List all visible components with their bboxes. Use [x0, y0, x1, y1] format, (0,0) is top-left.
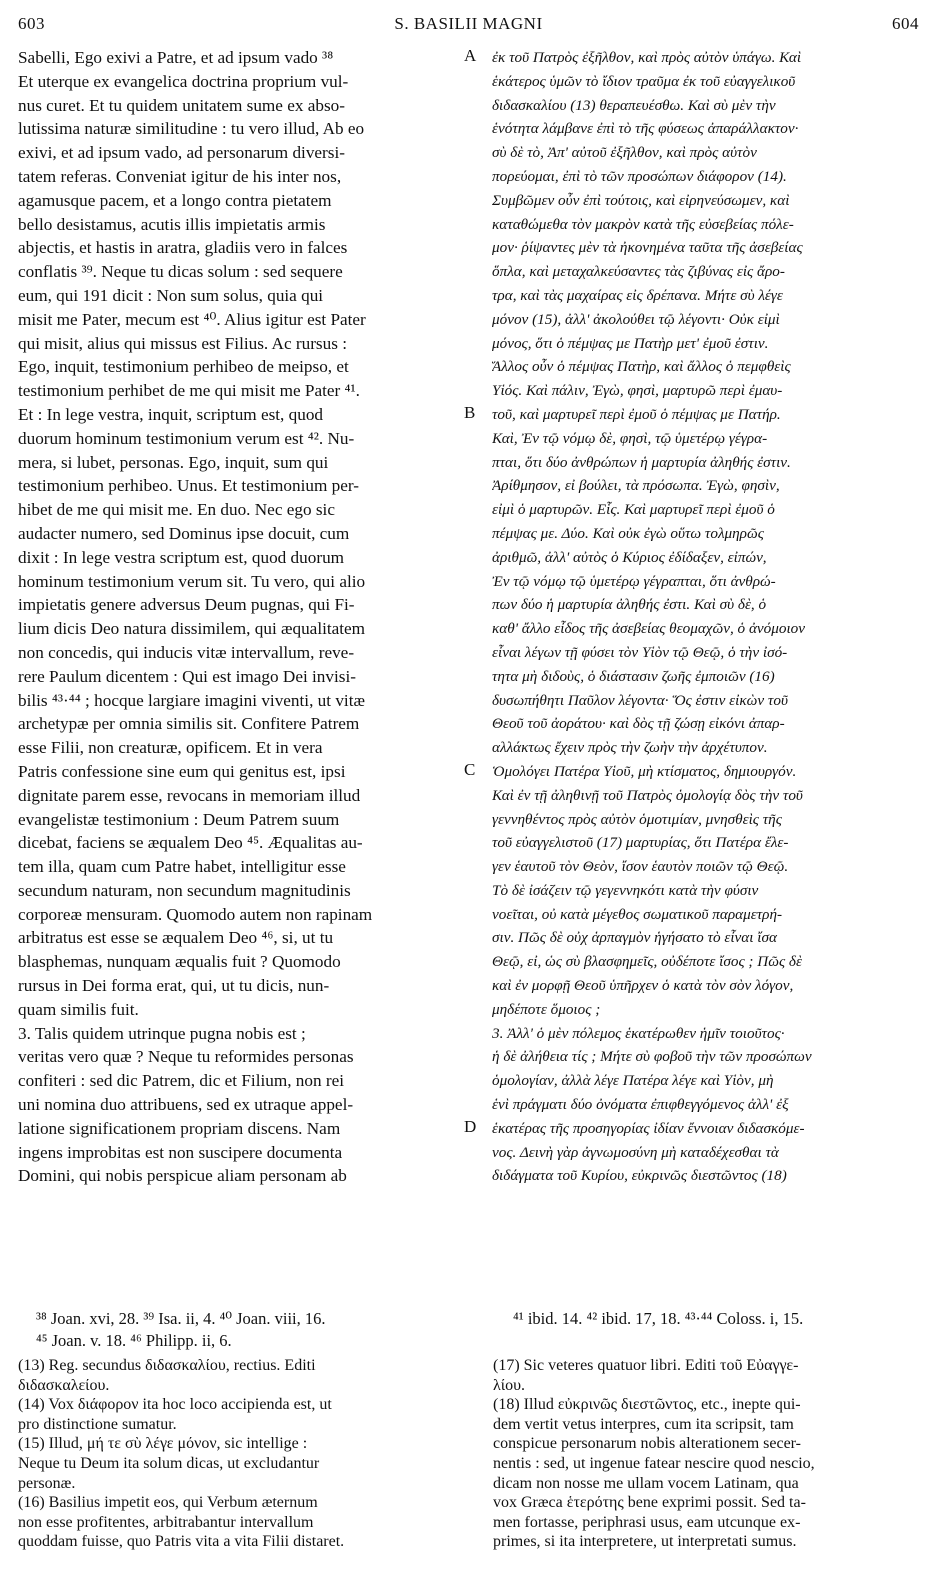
footnote-line: Neque tu Deum ita solum dicas, ut excludantur [18, 1454, 320, 1472]
footnote-line: λίου. [493, 1376, 525, 1394]
greek-text-line: μον· ῥίψαντες μὲν τὰ ἠκονημένα ταῦτα τῆς ἀσεβείας [492, 239, 803, 257]
latin-text-line: testimonium perhibeo. Unus. Et testimonium per- [18, 476, 359, 496]
greek-text-line: Καὶ ἐν τῇ ἀληθινῇ τοῦ Πατρὸς ὁμολογίᾳ δὸς τὴν τοῦ [492, 786, 803, 804]
greek-text-line: εἰμὶ ὁ μαρτυρῶν. Εἷς. Καὶ μαρτυρεῖ περὶ ἐμοῦ ὁ [492, 501, 775, 519]
latin-text-line: qui misit, alius qui missus est Filius. Ac rursus : [18, 333, 347, 353]
running-title: S. BASILII MAGNI [394, 14, 543, 33]
greek-text-line: Θεοῦ τοῦ ἀοράτου· καὶ δὸς τῇ ζώσῃ εἰκόνι ἀπαρ- [492, 715, 785, 733]
greek-text-line: σιν. Πῶς δὲ οὐχ ἁρπαγμὸν ἡγήσατο τὸ εἶναι ἴσα [492, 929, 777, 947]
latin-text-line: hibet de me qui misit me. En duo. Nec ego sic [18, 500, 335, 520]
latin-text-line: testimonium perhibet de me qui misit me Pater ⁴¹. [18, 381, 360, 401]
greek-text-line: Θεῷ, εἰ, ὡς σὺ βλασφημεῖς, οὐδέποτε ἴσος ; Πῶς δὲ [492, 953, 802, 971]
greek-text-line: νος. Δεινὴ γὰρ ἀγνωμοσύνη μὴ καταδέχεσθαι τὰ [492, 1143, 779, 1161]
greek-text-line: μόνον (15), ἀλλ' ἀκολούθει τῷ λέγοντι· Οὐκ εἰμὶ [492, 310, 780, 328]
footnotes-right [493, 1356, 921, 1552]
greek-text-line: τοῦ εὐαγγελιστοῦ (17) μαρτυρίας, ὅτι Πατέρα ἔλε- [492, 834, 789, 852]
footnote-line: men fortasse, periphrasi usus, eam utcunque ex- [493, 1513, 801, 1531]
greek-text-line: ἑνὶ πράγματι δύο ὀνόματα ἐπιφθεγγόμενος ἀλλ' ἐξ [492, 1096, 789, 1114]
greek-text-line: ὁμολογίαν, ἀλλὰ λέγε Πατέρα λέγε καὶ Υἱὸν, μὴ [492, 1072, 774, 1090]
margin-marker-c: C [464, 760, 476, 779]
latin-column [18, 46, 458, 1188]
latin-text-line: impietatis genere adversus Deum pugnas, qui Fi- [18, 595, 355, 615]
greek-text-line: πέμψας με. Δύο. Καὶ οὐκ ἐγὼ οὕτω τολμηρῶς [492, 524, 764, 542]
page-number-left: 603 [18, 14, 45, 33]
latin-text-line: archetypæ per omnia similis sit. Confitere Patrem [18, 714, 360, 734]
footnote-line: nentis : sed, ut ingenue fatear nescire quod nescio, [493, 1454, 815, 1472]
greek-text-line: πορεύομαι, ἐπὶ τὸ τῶν προσώπων διάφορον (14). [492, 167, 787, 185]
latin-text-line: Sabelli, Ego exivi a Patre, et ad ipsum vado ³⁸ [18, 48, 334, 67]
greek-text-line: τρα, καὶ τὰς μαχαίρας εἰς δρέπανα. Μήτε σὺ λέγε [492, 286, 783, 304]
footnote-line: personæ. [18, 1474, 76, 1492]
footnote-line: διδασκαλείου. [18, 1376, 110, 1394]
greek-text-line: 3. Ἀλλ' ὁ μὲν πόλεμος ἑκατέρωθεν ἡμῖν τοιοῦτος· [492, 1024, 785, 1042]
greek-text-line: ἀριθμῶ, ἀλλ' αὐτὸς ὁ Κύριος ἐδίδαξεν, εἰπών, [492, 548, 767, 566]
greek-text-line: ἡ δὲ ἀλήθεια τίς ; Μήτε σὺ φοβοῦ τὴν τῶν προσώπων [492, 1048, 812, 1066]
latin-text-line: Patris confessione sine eum qui genitus est, ipsi [18, 761, 346, 781]
footnote-line: (18) Illud εὐκρινῶς διεστῶντος, etc., inepte qui- [493, 1396, 801, 1414]
greek-text-line: Ἐν τῷ νόμῳ τῷ ὑμετέρῳ γέγραπται, ὅτι ἀνθρώ- [492, 572, 776, 590]
latin-text-line: rursus in Dei forma erat, qui, ut tu dicis, nun- [18, 976, 330, 996]
footnote-line: primes, si ita interpretere, ut interpretati sumus. [493, 1533, 797, 1551]
footnotes-left [18, 1356, 458, 1552]
greek-text-line: ἐκ τοῦ Πατρὸς ἐξῆλθον, καὶ πρὸς αὐτὸν ὑπάγω. Καὶ [492, 49, 802, 66]
greek-text-line: καταθώμεθα τὸν μακρὸν κατὰ τῆς εὐσεβείας πόλε- [492, 215, 794, 233]
greek-text-line: γεν ἑαυτοῦ τὸν Θεὸν, ἴσον ἑαυτὸν ποιῶν τῷ Θεῷ. [492, 858, 789, 876]
references-line-1: ³⁸ Joan. xvi, 28. ³⁹ Isa. ii, 4. ⁴⁰ Joan. viii, 16. [36, 1309, 326, 1328]
latin-text-line: veritas vero quæ ? Neque tu reformides personas [18, 1047, 354, 1067]
latin-text-line: abjectis, et hastis in aratra, gladiis vero in falces [18, 238, 348, 258]
latin-text-line: exivi, et ad ipsum vado, ad personarum diversi- [18, 143, 345, 163]
margin-marker-b: B [464, 403, 476, 422]
latin-text-line: dignitate parem esse, revocans in memoriam illud [18, 785, 361, 805]
latin-text-line: eum, qui 191 dicit : Non sum solus, quia qui [18, 285, 324, 305]
page-number-right: 604 [892, 14, 919, 33]
latin-text-line: conflatis ³⁹. Neque tu dicas solum : sed sequere [18, 262, 343, 282]
latin-text-line: dixit : In lege vestra scriptum est, quod duorum [18, 547, 345, 567]
footnote-line: pro distinctione sumatur. [18, 1415, 177, 1433]
latin-text-line: rere Paulum dicentem : Qui est imago Dei invisi- [18, 666, 356, 686]
latin-text-line: corporeæ mensuram. Quomodo autem non rapinam [18, 904, 373, 924]
greek-text-line: ἑκάτερος ὑμῶν τὸ ἴδιον τραῦμα ἐκ τοῦ εὐαγγελικοῦ [492, 72, 796, 90]
latin-text-line: audacter numero, sed Dominus ipse docuit, cum [18, 523, 350, 543]
greek-text-line: Συμβῶμεν οὖν ἐπὶ τούτοις, καὶ εἰρηνεύσωμεν, καὶ [492, 191, 790, 209]
footnote-line: vox Græca ἑτερότης bene exprimi possit. Sed ta- [493, 1494, 806, 1512]
latin-text-line: Ego, inquit, testimonium perhibeo de meipso, et [18, 357, 349, 377]
greek-text-line: Τὸ δὲ ἰσάζειν τῷ γεγεννηκότι κατὰ τὴν φύσιν [492, 881, 759, 899]
latin-text-line: quam similis fuit. [18, 999, 139, 1019]
greek-text-line: καὶ ἐν μορφῇ Θεοῦ ὑπῆρχεν ὁ κατὰ τὸν σὸν λόγον, [492, 977, 794, 995]
latin-text-line: lutissima naturæ similitudine : tu vero illud, Ab eo [18, 119, 365, 139]
latin-text-line: nus curet. Et tu quidem unitatem sume ex abso- [18, 95, 345, 115]
greek-text-line: καθ' ἄλλο εἶδος τῆς ἀσεβείας θεομαχῶν, ὁ ἀνόμοιον [492, 620, 806, 638]
footnote-line: dem vertit vetus interpres, cum ita scripsit, tam [493, 1415, 794, 1433]
footnote-line: non esse profitentes, arbitrabantur intervallum [18, 1513, 314, 1531]
latin-text-line: latione significationem propriam discens. Nam [18, 1118, 341, 1138]
greek-text-line: ἑκατέρας τῆς προσηγορίας ἰδίαν ἔννοιαν διδασκόμε- [492, 1119, 805, 1137]
footnote-line: (17) Sic veteres quatuor libri. Editi τοῦ Εὐαγγε- [493, 1357, 799, 1374]
footnote-line: dicam non nosse me ullam vocem Latinam, qua [493, 1474, 799, 1492]
references-line-2: ⁴⁵ Joan. v. 18. ⁴⁶ Philipp. ii, 6. [36, 1331, 232, 1350]
greek-text-line: Καὶ, Ἐν τῷ νόμῳ δὲ, φησὶ, τῷ ὑμετέρῳ γέγρα- [492, 429, 768, 447]
greek-text-line: διδασκαλίου (13) θεραπευέσθω. Καὶ σὺ μὲν τὴν [492, 96, 776, 114]
latin-text-line: esse Filii, non creaturæ, opificem. Et in vera [18, 738, 323, 758]
greek-text-line: σὺ δὲ τὸ, Ἀπ' αὐτοῦ ἐξῆλθον, καὶ πρὸς αὐτὸν [492, 144, 757, 162]
latin-text-line: duorum hominum testimonium verum est ⁴². Nu- [18, 428, 355, 448]
greek-text-line: τητα μὴ διδοὺς, ὁ διάστασιν ζωῆς ἐμποιῶν (16) [492, 667, 775, 685]
greek-text-line: μόνος, ὅτι ὁ πέμψας με Πατὴρ μετ' ἐμοῦ ἐστιν. [492, 334, 769, 352]
greek-text-line: γεννηθέντος πρὸς αὐτὸν ὁμοτιμίαν, μνησθεὶς τῆς [492, 810, 782, 828]
footnote-line: conspicue personarum nobis alterationem secer- [493, 1435, 802, 1453]
latin-text-line: mera, si lubet, personas. Ego, inquit, sum qui [18, 452, 329, 472]
greek-text-line: αλλάκτως ἔχειν πρὸς τὴν ζωὴν τὴν ἀρχέτυπον. [492, 739, 768, 757]
footnote-line: (16) Basilius impetit eos, qui Verbum æternum [18, 1494, 318, 1512]
latin-text-line: bilis ⁴³·⁴⁴ ; hocque largiare imagini viventi, ut vitæ [18, 690, 365, 710]
latin-text-line: 3. Talis quidem utrinque pugna nobis est ; [18, 1023, 306, 1043]
margin-marker-d: D [464, 1117, 477, 1136]
greek-text-line: Υἱός. Καὶ πάλιν, Ἐγὼ, φησὶ, μαρτυρῶ περὶ ἐμαυ- [492, 382, 783, 400]
greek-text-line: διδάγματα τοῦ Κυρίου, εὐκρινῶς διεστῶντος (18) [492, 1167, 787, 1185]
latin-text-line: ingens improbitas est non suscipere documenta [18, 1142, 343, 1162]
greek-text-line: δυσωπήθητι Παῦλον λέγοντα· Ὅς ἐστιν εἰκὼν τοῦ [492, 691, 788, 709]
latin-text-line: uni nomina duo attribuens, sed ex utraque appel- [18, 1095, 354, 1115]
latin-text-line: dicebat, faciens se æqualem Deo ⁴⁵. Æqualitas au- [18, 833, 363, 853]
latin-text-line: misit me Pater, mecum est ⁴⁰. Alius igitur est Pater [18, 309, 366, 329]
greek-text-line: Ὁμολόγει Πατέρα Υἱοῦ, μὴ κτίσματος, δημιουργόν. [492, 762, 797, 780]
footnote-line: (15) Illud, μή τε σὺ λέγε μόνον, sic intellige : [18, 1435, 308, 1453]
latin-text-line: evangelistæ testimonium : Deum Patrem suum [18, 809, 340, 829]
running-header [18, 14, 919, 38]
greek-text-line: Ἀρίθμησον, εἰ βούλει, τὰ πρόσωπα. Ἐγὼ, φησὶν, [492, 477, 780, 495]
latin-text-line: arbitratus est esse se æqualem Deo ⁴⁶, si, ut tu [18, 928, 334, 948]
footnote-line: (14) Vox διάφορον ita hoc loco accipienda est, ut [18, 1396, 332, 1414]
greek-text-line: ὅπλα, καὶ μεταχαλκεύσαντες τὰς ζιβύνας εἰς ἄρο- [492, 263, 785, 281]
greek-text-line: εἶναι λέγων τῇ φύσει τὸν Υἱὸν τῷ Θεῷ, ὁ τὴν ἰσό- [492, 643, 788, 661]
greek-column [492, 46, 920, 1188]
greek-text-line: μηδέποτε ὅμοιος ; [492, 1000, 601, 1018]
latin-text-line: confiteri : sed dic Patrem, dic et Filium, non rei [18, 1071, 345, 1091]
latin-text-line: Domini, qui nobis perspicue aliam personam ab [18, 1166, 347, 1186]
latin-text-line: non concedis, qui inducis vitæ intervallum, reve- [18, 642, 355, 662]
latin-text-line: agamusque pacem, et a longo contra pietatem [18, 190, 332, 210]
latin-text-line: lium dicis Deo natura dissimilem, qui æqualitatem [18, 619, 366, 639]
footnote-line: quoddam fuisse, quo Patris vita a vita Filii distaret. [18, 1533, 345, 1551]
margin-marker-a: A [464, 46, 477, 65]
footnote-line: (13) Reg. secundus διδασκαλίου, rectius. Editi [18, 1357, 316, 1374]
greek-text-line: πων δύο ἡ μαρτυρία ἀληθής ἐστι. Καὶ σὺ δὲ, ὁ [492, 596, 767, 614]
latin-text-line: tem illa, quam cum Patre habet, intelligitur esse [18, 857, 346, 877]
latin-text-line: hominum testimonium verum sit. Tu vero, qui alio [18, 571, 366, 591]
latin-text-line: bello desistamus, acutis illis impietatis armis [18, 214, 326, 234]
greek-text-line: Ἄλλος οὖν ὁ πέμψας Πατὴρ, καὶ ἄλλος ὁ πεμφθεὶς [492, 358, 791, 376]
references-line-1b: ⁴¹ ibid. 14. ⁴² ibid. 17, 18. ⁴³·⁴⁴ Coloss. i, 15. [513, 1309, 804, 1328]
latin-text-line: blasphemas, nunquam æqualis fuit ? Quomodo [18, 952, 341, 972]
greek-text-line: νοεῖται, οὐ κατὰ μέγεθος σωματικοῦ παραμετρή- [492, 905, 783, 923]
greek-text-line: πται, ὅτι δύο ἀνθρώπων ἡ μαρτυρία ἀληθής ἐστιν. [492, 453, 791, 471]
latin-text-line: secundum naturam, non secundum magnitudinis [18, 880, 351, 900]
greek-text-line: ἑνότητα λάμβανε ἐπὶ τὸ τῆς φύσεως ἀπαράλλακτον· [492, 120, 799, 138]
latin-text-line: Et uterque ex evangelica doctrina proprium vul- [18, 71, 349, 91]
latin-text-line: tatem referas. Conveniat igitur de his inter nos, [18, 166, 342, 186]
latin-text-line: Et : In lege vestra, inquit, scriptum est, quod [18, 404, 324, 424]
greek-text-line: τοῦ, καὶ μαρτυρεῖ περὶ ἐμοῦ ὁ πέμψας με Πατήρ. [492, 405, 781, 423]
